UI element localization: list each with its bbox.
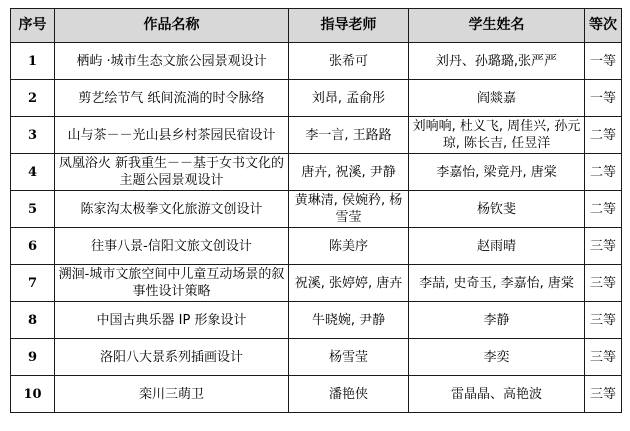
cell-students: 杨钦斐 (409, 191, 585, 228)
header-rank: 等次 (585, 9, 622, 43)
cell-teacher: 刘昂, 孟俞彤 (289, 80, 409, 117)
cell-work: 栾川三萌卫 (55, 376, 289, 413)
cell-no: 5 (11, 191, 55, 228)
cell-teacher: 牛晓婉, 尹静 (289, 302, 409, 339)
cell-rank: 二等 (585, 154, 622, 191)
cell-no: 6 (11, 228, 55, 265)
header-students: 学生姓名 (409, 9, 585, 43)
cell-students: 赵雨晴 (409, 228, 585, 265)
cell-rank: 三等 (585, 339, 622, 376)
cell-students: 刘响响, 杜义飞, 周佳兴, 孙元琼, 陈长吉, 任昱洋 (409, 117, 585, 154)
cell-work: 往事八景-信阳文旅文创设计 (55, 228, 289, 265)
cell-rank: 一等 (585, 80, 622, 117)
cell-work: 山与茶－－光山县乡村茶园民宿设计 (55, 117, 289, 154)
cell-no: 2 (11, 80, 55, 117)
cell-rank: 二等 (585, 191, 622, 228)
cell-rank: 三等 (585, 376, 622, 413)
table-row (11, 191, 622, 228)
cell-teacher: 杨雪莹 (289, 339, 409, 376)
cell-no: 1 (11, 43, 55, 80)
cell-teacher: 陈美序 (289, 228, 409, 265)
cell-work: 洛阳八大景系列插画设计 (55, 339, 289, 376)
cell-rank: 三等 (585, 302, 622, 339)
table-row (11, 376, 622, 413)
cell-students: 李奕 (409, 339, 585, 376)
table-row (11, 265, 622, 302)
cell-work: 中国古典乐器 IP 形象设计 (55, 302, 289, 339)
table-row (11, 80, 622, 117)
cell-students: 李嘉怡, 梁竟丹, 唐棠 (409, 154, 585, 191)
cell-work: 凤凰浴火 新我重生－－基于女书文化的主题公园景观设计 (55, 154, 289, 191)
header-no: 序号 (11, 9, 55, 43)
cell-work: 栖屿 ·城市生态文旅公园景观设计 (55, 43, 289, 80)
header-row (11, 9, 622, 43)
table-row (11, 302, 622, 339)
cell-teacher: 唐卉, 祝溪, 尹静 (289, 154, 409, 191)
cell-no: 3 (11, 117, 55, 154)
table-row (11, 117, 622, 154)
cell-rank: 一等 (585, 43, 622, 80)
cell-students: 李静 (409, 302, 585, 339)
cell-no: 10 (11, 376, 55, 413)
cell-no: 7 (11, 265, 55, 302)
cell-teacher: 张希可 (289, 43, 409, 80)
table-row (11, 43, 622, 80)
cell-work: 剪艺绘节气 纸间流淌的时令脉络 (55, 80, 289, 117)
cell-rank: 二等 (585, 117, 622, 154)
cell-teacher: 李一言, 王路路 (289, 117, 409, 154)
cell-work: 溯洄-城市文旅空间中儿童互动场景的叙事性设计策略 (55, 265, 289, 302)
header-work: 作品名称 (55, 9, 289, 43)
cell-teacher: 黄琳清, 侯婉矜, 杨雪莹 (289, 191, 409, 228)
table-row (11, 339, 622, 376)
cell-students: 李喆, 史奇玉, 李嘉怡, 唐棠 (409, 265, 585, 302)
table-row (11, 154, 622, 191)
header-teacher: 指导老师 (289, 9, 409, 43)
cell-no: 8 (11, 302, 55, 339)
cell-no: 4 (11, 154, 55, 191)
cell-students: 阎燚嘉 (409, 80, 585, 117)
cell-work: 陈家沟太极拳文化旅游文创设计 (55, 191, 289, 228)
table-row (11, 228, 622, 265)
cell-students: 刘丹、孙璐璐,张严严 (409, 43, 585, 80)
awards-table (10, 8, 622, 413)
cell-rank: 三等 (585, 265, 622, 302)
cell-teacher: 潘艳侠 (289, 376, 409, 413)
cell-no: 9 (11, 339, 55, 376)
cell-rank: 三等 (585, 228, 622, 265)
cell-students: 雷晶晶、高艳波 (409, 376, 585, 413)
cell-teacher: 祝溪, 张婷婷, 唐卉 (289, 265, 409, 302)
